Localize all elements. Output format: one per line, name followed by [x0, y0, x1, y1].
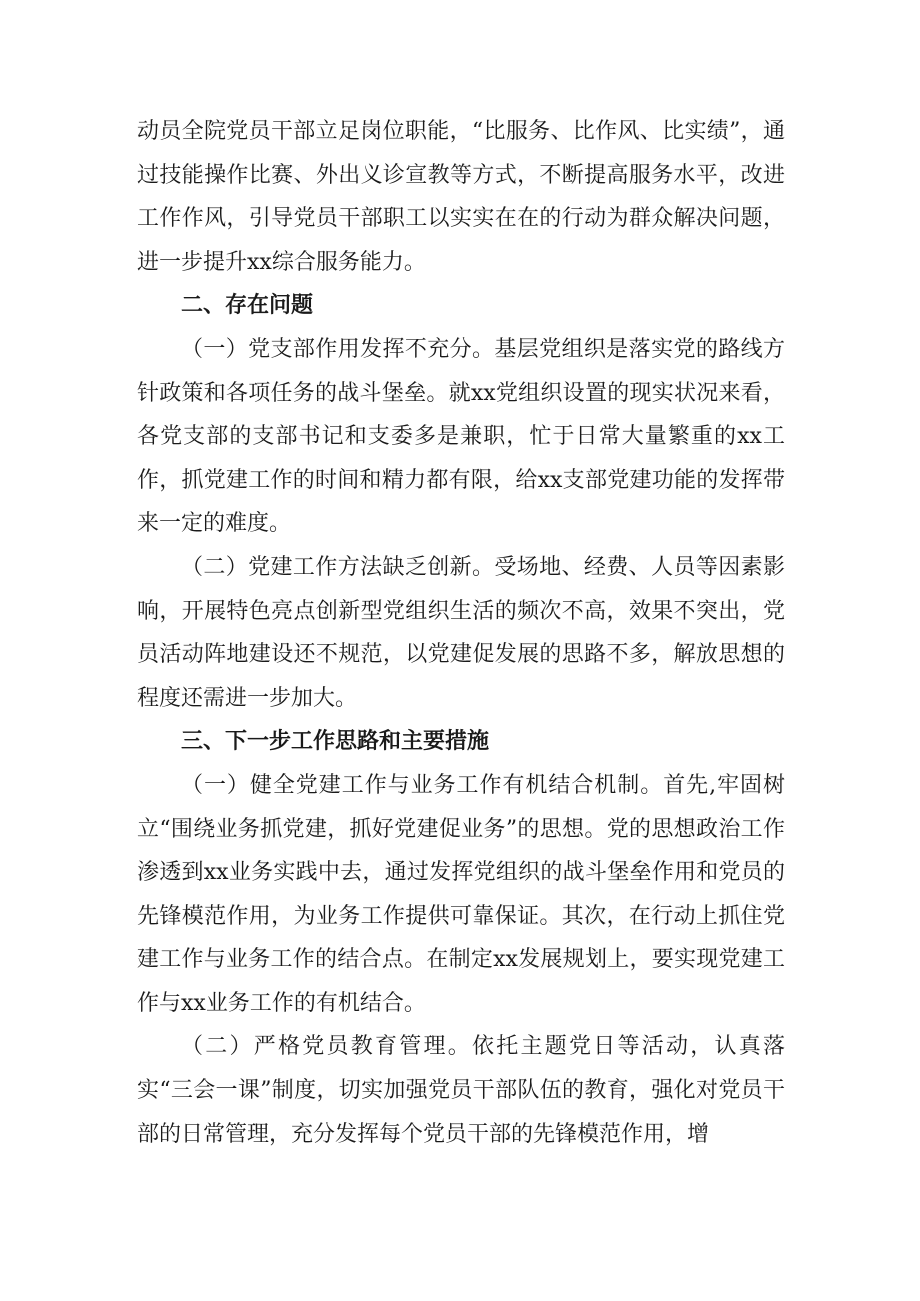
paragraph-continuation: 动员全院党员干部立足岗位职能，“比服务、比作风、比实绩”，通过技能操作比赛、外出义诊宣教等方式，不断提高服务水平，改进工作作风，引导党员干部职工以实实在在的行动为群众解决问题，进一步提升xx综合服务能力。	[137, 119, 785, 275]
paragraph-measure-2: （二）严格党员教育管理。依托主题党日等活动，认真落实“三会一课”制度，切实加强党员干部队伍的教育，强化对党员干部的日常管理，充分发挥每个党员干部的先锋模范作用，增	[137, 1034, 785, 1147]
section-heading-problems: 二、存在问题	[181, 293, 314, 319]
paragraph-measure-1: （一）健全党建工作与业务工作有机结合机制。首先,牢固树立“围绕业务抓党建，抓好党建促业务”的思想。党的思想政治工作渗透到xx业务实践中去，通过发挥党组织的战斗堡垒作用和党员的先锋模范作用，为业务工作提供可靠保证。其次，在行动上抓住党建工作与业务工作的结合点。在制定xx发展规划上，要实现党建工作与xx业务工作的有机结合。	[137, 772, 785, 1016]
paragraph-problem-1: （一）党支部作用发挥不充分。基层党组织是落实党的路线方针政策和各项任务的战斗堡垒。就xx党组织设置的现实状况来看，各党支部的支部书记和支委多是兼职，忙于日常大量繁重的xx工作，抓党建工作的时间和精力都有限，给xx支部党建功能的发挥带来一定的难度。	[137, 336, 785, 537]
paragraph-problem-2: （二）党建工作方法缺乏创新。受场地、经费、人员等因素影响，开展特色亮点创新型党组织生活的频次不高，效果不突出，党员活动阵地建设还不规范，以党建促发展的思路不多，解放思想的程度还需进一步加大。	[137, 554, 785, 711]
document-body	[137, 110, 785, 1156]
section-heading-next-steps: 三、下一步工作思路和主要措施	[181, 729, 490, 755]
